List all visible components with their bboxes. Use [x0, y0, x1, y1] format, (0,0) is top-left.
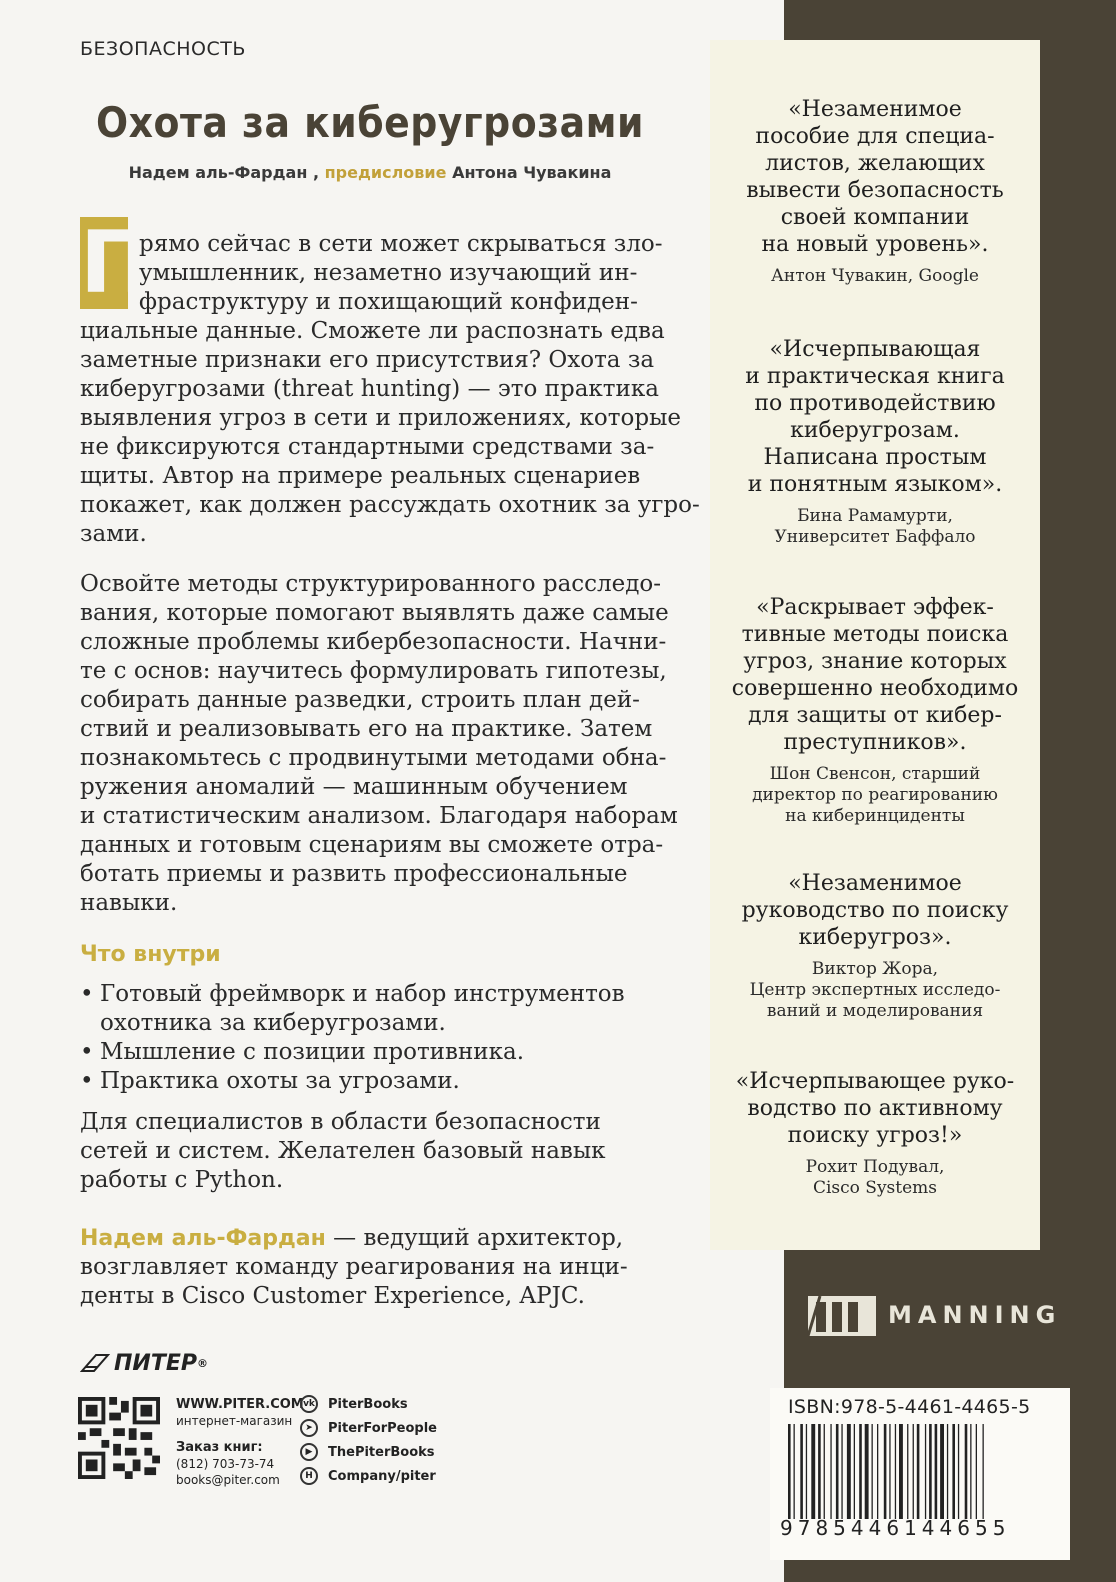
whats-inside-list	[80, 980, 680, 1096]
quote-attribution: Бина Рамамурти, Университет Баффало	[774, 506, 976, 547]
social-links	[300, 1392, 437, 1488]
list-item: • Готовый фреймворк и набор инструментов охотника за киберугрозами.	[80, 981, 625, 1036]
piter-mark-icon	[80, 1353, 110, 1373]
list-item: • Практика охоты за угрозами.	[80, 1068, 460, 1094]
youtube-icon: ▶	[300, 1443, 318, 1461]
barcode-bar	[917, 1424, 920, 1519]
vk-icon: vk	[300, 1395, 318, 1413]
barcode-bar	[952, 1424, 955, 1519]
barcode-icon	[786, 1424, 1046, 1519]
barcode-bar	[824, 1424, 825, 1519]
barcode-bar	[895, 1424, 896, 1519]
barcode-bar	[940, 1424, 944, 1519]
barcode-bar	[965, 1424, 968, 1519]
barcode-bar	[800, 1424, 803, 1519]
quote-text: «Исчерпывающая и практическая книга по противодействию киберугрозам. Написана простым и понятным языком».	[745, 337, 1005, 497]
social-item-hh[interactable]: H Company/piter	[300, 1464, 437, 1488]
barcode-bar	[958, 1424, 959, 1519]
barcode-bar	[847, 1424, 851, 1519]
quote-attribution: Виктор Жора, Центр экспертных исследо- ваний и моделирования	[749, 959, 1001, 1021]
website-link[interactable]: WWW.PITER.COM	[176, 1397, 304, 1412]
social-item-telegram[interactable]: ➤ PiterForPeople	[300, 1416, 437, 1440]
manning-logo: MANNING	[786, 1292, 1061, 1338]
bullet-icon: •	[80, 1039, 94, 1065]
isbn-label: ISBN:978-5-4461-4465-5	[788, 1396, 1031, 1418]
barcode-bar	[884, 1424, 887, 1519]
barcode-bar	[899, 1424, 903, 1519]
barcode-bar	[865, 1424, 869, 1519]
barcode-bar	[983, 1424, 984, 1519]
barcode-bar	[929, 1424, 932, 1519]
barcode-digits: 9785446144655	[780, 1516, 1011, 1540]
audience-paragraph: Для специалистов в области безопасности сетей и систем. Желателен базовый навык работы с Python.	[80, 1109, 606, 1193]
bullet-icon: •	[80, 1068, 94, 1094]
phone-number: (812) 703-73-74	[176, 1457, 275, 1471]
quote-attribution: Рохит Подувал, Cisco Systems	[805, 1157, 945, 1198]
barcode-bar	[841, 1424, 842, 1519]
barcode-bar	[877, 1424, 878, 1519]
barcode-bar	[970, 1424, 971, 1519]
barcode-bar	[836, 1424, 839, 1519]
barcode-bar	[830, 1424, 831, 1519]
foreword-author: Антона Чувакина	[452, 163, 612, 182]
quote-text: «Исчерпывающее руко- водство по активному поиску угроз!»	[735, 1069, 1015, 1148]
barcode-bar	[806, 1424, 807, 1519]
methods-paragraph: Освойте методы структурированного расследо- вания, которые помогают выявлять даже самые сложные проблемы кибербезопасности. Начни- те с основ: научитесь формулировать гипотезы, собирать данные разведки, строить план дей- ствий и реализовывать его на практике. Затем познакомьтесь с продвинутыми методами обна- ружения аномалий — машинным обучением и статистическим анализом. Благодаря наборам данных и готовым сценариям вы сможете отра- ботать приемы и развить профессиональные навыки.	[80, 571, 678, 916]
intro-paragraph: рямо сейчас в сети может скрываться зло- умышленник, незаметно изучающий ин- фраструктуру и похищающий конфиден- циальные данные. Сможете ли распознать едва заметные признаки его присутствия? Охота за киберугрозами (threat hunting) — это практика выявления угроз в сети и приложениях, которые не фиксируются стандартными средствами за- щиты. Автор на примере реальных сценариев покажет, как должен рассуждать охотник за угро- зами.	[80, 231, 700, 547]
barcode-bar	[859, 1424, 862, 1519]
quotes-panel	[710, 40, 1040, 1250]
quote-attribution: Антон Чувакин, Google	[771, 266, 979, 286]
barcode-bar	[913, 1424, 914, 1519]
telegram-icon: ➤	[300, 1419, 318, 1437]
barcode-bar	[854, 1424, 855, 1519]
social-item-vk[interactable]: vk PiterBooks	[300, 1392, 437, 1416]
barcode-bar	[788, 1424, 791, 1519]
author-name-highlight: Надем аль-Фардан	[80, 1226, 326, 1251]
barcode-bar	[818, 1424, 821, 1519]
barcode-bar	[889, 1424, 890, 1519]
email-link[interactable]: books@piter.com	[176, 1473, 280, 1487]
barcode-bar	[947, 1424, 948, 1519]
quote-text: «Незаменимое пособие для специа- листов, желающих вывести безопасность своей компании на новый уровень».	[746, 97, 1004, 257]
barcode-bar	[925, 1424, 926, 1519]
manning-mark-icon	[786, 1292, 878, 1338]
qr-code-icon	[78, 1397, 160, 1479]
quote-attribution: Шон Свенсон, старший директор по реагированию на киберинциденты	[752, 764, 998, 826]
drop-cap: П	[80, 213, 152, 313]
whats-inside-heading: Что внутри	[80, 942, 221, 967]
quote-text: «Незаменимое руководство по поиску киберугроз».	[741, 871, 1009, 950]
authors-line	[80, 163, 660, 182]
barcode-bar	[976, 1424, 977, 1519]
social-item-youtube[interactable]: ▶ ThePiterBooks	[300, 1440, 437, 1464]
hh-icon: H	[300, 1467, 318, 1485]
author-name: Надем аль-Фардан ,	[128, 163, 320, 182]
book-title: Охота за киберугрозами	[96, 98, 644, 147]
isbn-barcode-block	[770, 1388, 1070, 1560]
quote-block	[710, 594, 1040, 827]
quote-text: «Раскрывает эффек- тивные методы поиска угроз, знание которых совершенно необходимо для защиты от кибер- преступников».	[731, 595, 1019, 755]
barcode-bar	[935, 1424, 938, 1519]
quote-block	[710, 96, 1040, 287]
about-author-paragraph: Надем аль-Фардан — ведущий архитектор, возглавляет команду реагирования на инци- денты в Cisco Customer Experience, APJC.	[80, 1225, 628, 1309]
bullet-icon: •	[80, 981, 94, 1007]
publisher-logo: ПИТЕР ®	[80, 1350, 208, 1376]
list-item: • Мышление с позиции противника.	[80, 1039, 525, 1065]
foreword-label: предисловие	[324, 163, 447, 182]
barcode-bar	[872, 1424, 873, 1519]
barcode-bar	[811, 1424, 815, 1519]
quote-block	[710, 870, 1040, 1022]
barcode-bar	[794, 1424, 795, 1519]
quote-block	[710, 1068, 1040, 1199]
barcode-bar	[907, 1424, 908, 1519]
series-label: БЕЗОПАСНОСТЬ	[80, 38, 246, 60]
quote-block	[710, 336, 1040, 548]
publisher-contacts: WWW.PITER.COM интернет-магазин Заказ книг: (812) 703-73-74 books@piter.com	[176, 1397, 304, 1487]
